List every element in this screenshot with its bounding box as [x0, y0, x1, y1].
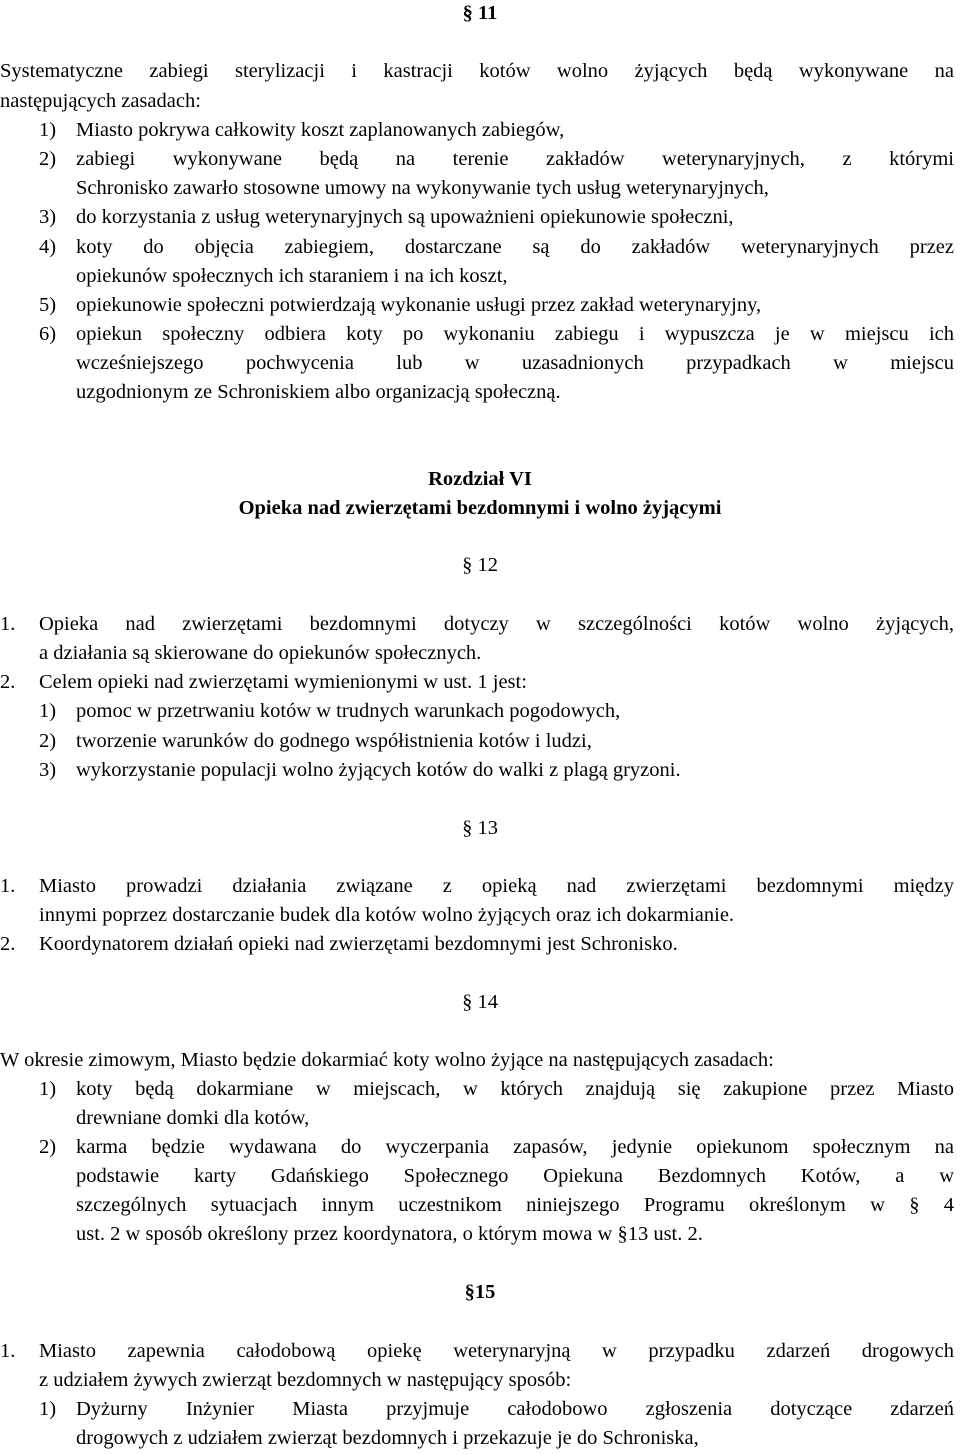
section-11-heading: § 11	[462, 2, 498, 24]
sec14-item-2-line-3: szczególnych sytuacjach innym uczestnikom niniejszego Programu określonym w § 4	[76, 1194, 954, 1216]
sec14-item-2-line-4: ust. 2 w sposób określony przez koordynatora, o którym mowa w §13 ust. 2.	[76, 1223, 703, 1245]
sec12-item-1-text: pomoc w przetrwaniu kotów w trudnych warunkach pogodowych,	[76, 700, 621, 722]
paragraph-sign-icon: §	[464, 1281, 475, 1303]
sec12-item-3-text: wykorzystanie populacji wolno żyjących kotów do walki z plagą gryzoni.	[76, 759, 681, 781]
sec12-item-2-text: tworzenie warunków do godnego współistnienia kotów i ludzi,	[76, 730, 592, 752]
sec12-p2-text: Celem opieki nad zwierzętami wymienionymi w ust. 1 jest:	[39, 671, 527, 693]
sec14-intro: W okresie zimowym, Miasto będzie dokarmiać koty wolno żyjące na następujących zasadach:	[0, 1049, 774, 1071]
section-13-heading: § 13	[462, 817, 498, 839]
sec14-item-1-num: 1)	[39, 1078, 57, 1100]
sec11-item-6-line-1: opiekun społeczny odbiera koty po wykonaniu zabiegu i wypuszcza je w miejscu ich	[76, 323, 954, 345]
sec11-item-1-text: Miasto pokrywa całkowity koszt zaplanowanych zabiegów,	[76, 119, 565, 141]
sec11-item-3-text: do korzystania z usług weterynaryjnych są upoważnieni opiekunowie społeczni,	[76, 206, 734, 228]
sec12-item-1-num: 1)	[39, 700, 57, 722]
section-12-heading: § 12	[462, 554, 498, 576]
sec15-p1-num: 1.	[0, 1340, 16, 1362]
sec14-item-1-line-2: drewniane domki dla kotów,	[76, 1107, 310, 1129]
sec14-item-2-line-1: karma będzie wydawana do wyczerpania zapasów, jedynie opiekunom społecznym na	[76, 1136, 954, 1158]
section-15-heading: §15	[464, 1281, 496, 1303]
paragraph-sign-icon: §	[462, 554, 478, 576]
sec13-p2-text: Koordynatorem działań opieki nad zwierzętami bezdomnymi jest Schronisko.	[39, 933, 678, 955]
sec12-p1-line-1: Opieka nad zwierzętami bezdomnymi dotyczy w szczególności kotów wolno żyjących,	[39, 613, 954, 635]
sec11-item-6-num: 6)	[39, 323, 57, 345]
sec11-item-3-num: 3)	[39, 206, 57, 228]
sec12-p1-line-2: a działania są skierowane do opiekunów społecznych.	[39, 642, 482, 664]
paragraph-sign-icon: §	[462, 817, 478, 839]
sec13-p1-num: 1.	[0, 875, 16, 897]
sec14-item-2-num: 2)	[39, 1136, 57, 1158]
sec12-item-3-num: 3)	[39, 759, 57, 781]
sec11-item-2-line-2: Schronisko zawarło stosowne umowy na wykonywanie tych usług weterynaryjnych,	[76, 177, 769, 199]
section-14-heading: § 14	[462, 991, 498, 1013]
sec11-item-4-line-1: koty do objęcia zabiegiem, dostarczane są do zakładów weterynaryjnych przez	[76, 236, 954, 258]
sec13-p1-line-2: innymi poprzez dostarczanie budek dla kotów wolno żyjących oraz ich dokarmianie.	[39, 904, 735, 926]
sec15-p1-line-2: z udziałem żywych zwierząt bezdomnych w następujący sposób:	[39, 1369, 572, 1391]
sec14-item-2-line-2: podstawie karty Gdańskiego Społecznego Opiekuna Bezdomnych Kotów, a w	[76, 1165, 954, 1187]
sec11-item-1-num: 1)	[39, 119, 57, 141]
sec11-item-5-text: opiekunowie społeczni potwierdzają wykonanie usługi przez zakład weterynaryjny,	[76, 294, 762, 316]
sec15-p1-line-1: Miasto zapewnia całodobową opiekę weterynaryjną w przypadku zdarzeń drogowych	[39, 1340, 954, 1362]
chapter-title: Rozdział VI	[428, 468, 532, 490]
sec12-p1-num: 1.	[0, 613, 16, 635]
sec11-item-2-num: 2)	[39, 148, 57, 170]
sec15-item-1-line-2: drogowych z udziałem zwierząt bezdomnych i przekazuje je do Schroniska,	[76, 1427, 699, 1449]
sec11-item-4-num: 4)	[39, 236, 57, 258]
sec12-p2-num: 2.	[0, 671, 16, 693]
sec11-intro-line-1: Systematyczne zabiegi sterylizacji i kastracji kotów wolno żyjących będą wykonywane na	[0, 60, 954, 82]
chapter-subtitle: Opieka nad zwierzętami bezdomnymi i wolno żyjącymi	[238, 497, 722, 519]
paragraph-sign-icon: §	[462, 991, 478, 1013]
sec11-item-6-line-3: uzgodnionym ze Schroniskiem albo organizacją społeczną.	[76, 381, 561, 403]
sec11-item-6-line-2: wcześniejszego pochwycenia lub w uzasadnionych przypadkach w miejscu	[76, 352, 954, 374]
sec14-item-1-line-1: koty będą dokarmiane w miejscach, w których znajdują się zakupione przez Miasto	[76, 1078, 954, 1100]
sec13-p2-num: 2.	[0, 933, 16, 955]
sec13-p1-line-1: Miasto prowadzi działania związane z opieką nad zwierzętami bezdomnymi między	[39, 875, 954, 897]
sec11-item-4-line-2: opiekunów społecznych ich staraniem i na ich koszt,	[76, 265, 508, 287]
sec12-item-2-num: 2)	[39, 730, 57, 752]
sec15-item-1-line-1: Dyżurny Inżynier Miasta przyjmuje całodobowo zgłoszenia dotyczące zdarzeń	[76, 1398, 954, 1420]
sec11-item-5-num: 5)	[39, 294, 57, 316]
sec11-intro-line-2: następujących zasadach:	[0, 90, 201, 112]
sec11-item-2-line-1: zabiegi wykonywane będą na terenie zakładów weterynaryjnych, z którymi	[76, 148, 954, 170]
paragraph-sign-icon: §	[462, 2, 478, 24]
sec15-item-1-num: 1)	[39, 1398, 57, 1420]
